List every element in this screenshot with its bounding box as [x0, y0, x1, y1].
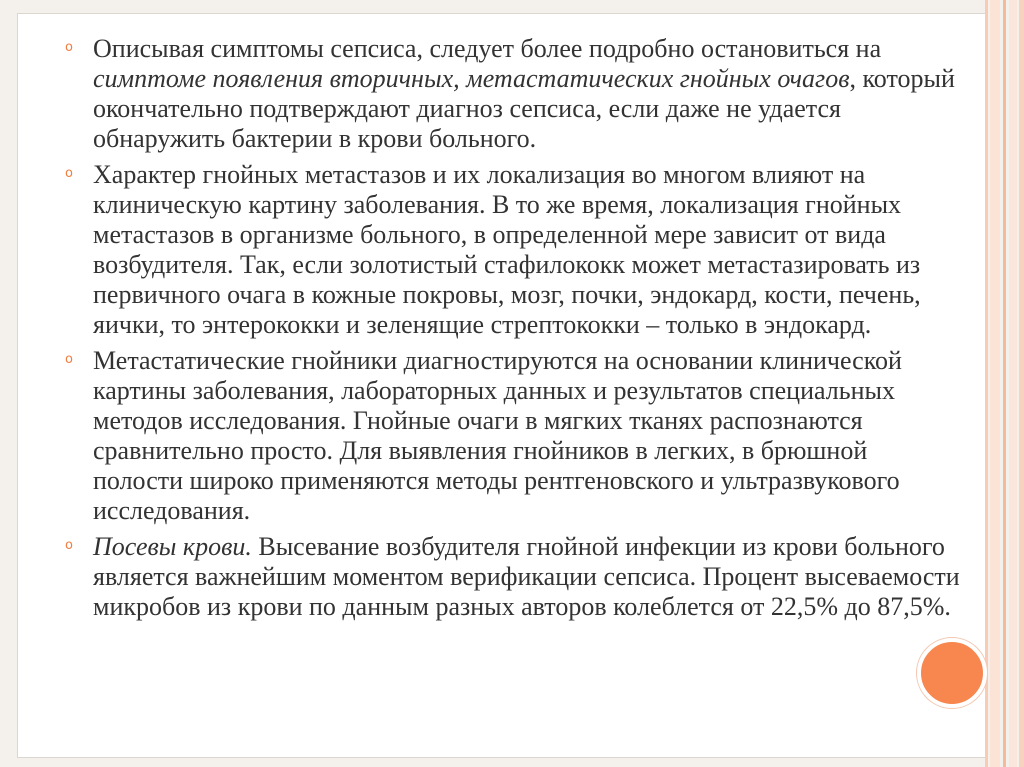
emphasis-text: Посевы крови. [93, 532, 252, 561]
paragraph-diagnostics [65, 346, 963, 526]
bullet-icon: o [65, 538, 73, 553]
paragraph-text: Описывая симптомы сепсиса, следует более подробно остановиться на [93, 34, 882, 63]
paragraph-blood-cultures [65, 532, 963, 622]
paragraph-text: Характер гнойных метастазов и их локализация во многом влияют на клиническую картину заболевания. В то же время, локализация гнойных метастазов в организме больного, в определенной мере зависит от вида возбудителя. Так, если золотистый стафилококк может метастазировать из первичного очага в кожные покровы, мозг, почки, эндокард, кости, печень, яички, то энтерококки и зеленящие стрептококки – только в эндокард. [93, 160, 921, 339]
decorative-stripe [990, 0, 1000, 767]
paragraph-text: Высевание возбудителя гнойной инфекции из крови больного является важнейшим моментом верификации сепсиса. Процент высеваемости микробов из крови по данным разных авторов колеблется от 22,5% до 87,5%. [93, 532, 960, 621]
emphasis-text: симптоме появления вторичных, метастатических гнойных очагов [93, 64, 850, 93]
bullet-icon: o [65, 352, 73, 367]
bullet-icon: o [65, 166, 73, 181]
paragraph-sepsis-symptoms [65, 34, 963, 154]
paragraph-metastases [65, 160, 963, 340]
paragraph-text: Метастатические гнойники диагностируются на основании клинической картины заболевания, лабораторных данных и результатов специальных методов исследования. Гнойные очаги в мягких тканях распознаются сравнительно просто. Для выявления гнойников в легких, в брюшной полости широко применяются методы рентгеновского и ультразвукового исследования. [93, 346, 902, 525]
bullet-icon: o [65, 40, 73, 55]
decorative-stripe [1003, 0, 1006, 767]
decorative-circle [917, 638, 987, 708]
decorative-stripe [1019, 0, 1024, 767]
paragraph-text: , который окончательно подтверждают диагноз сепсиса, если даже не удается обнаружить бактерии в крови больного. [93, 64, 955, 153]
decorative-stripe [1009, 0, 1017, 767]
slide-content [65, 34, 963, 628]
